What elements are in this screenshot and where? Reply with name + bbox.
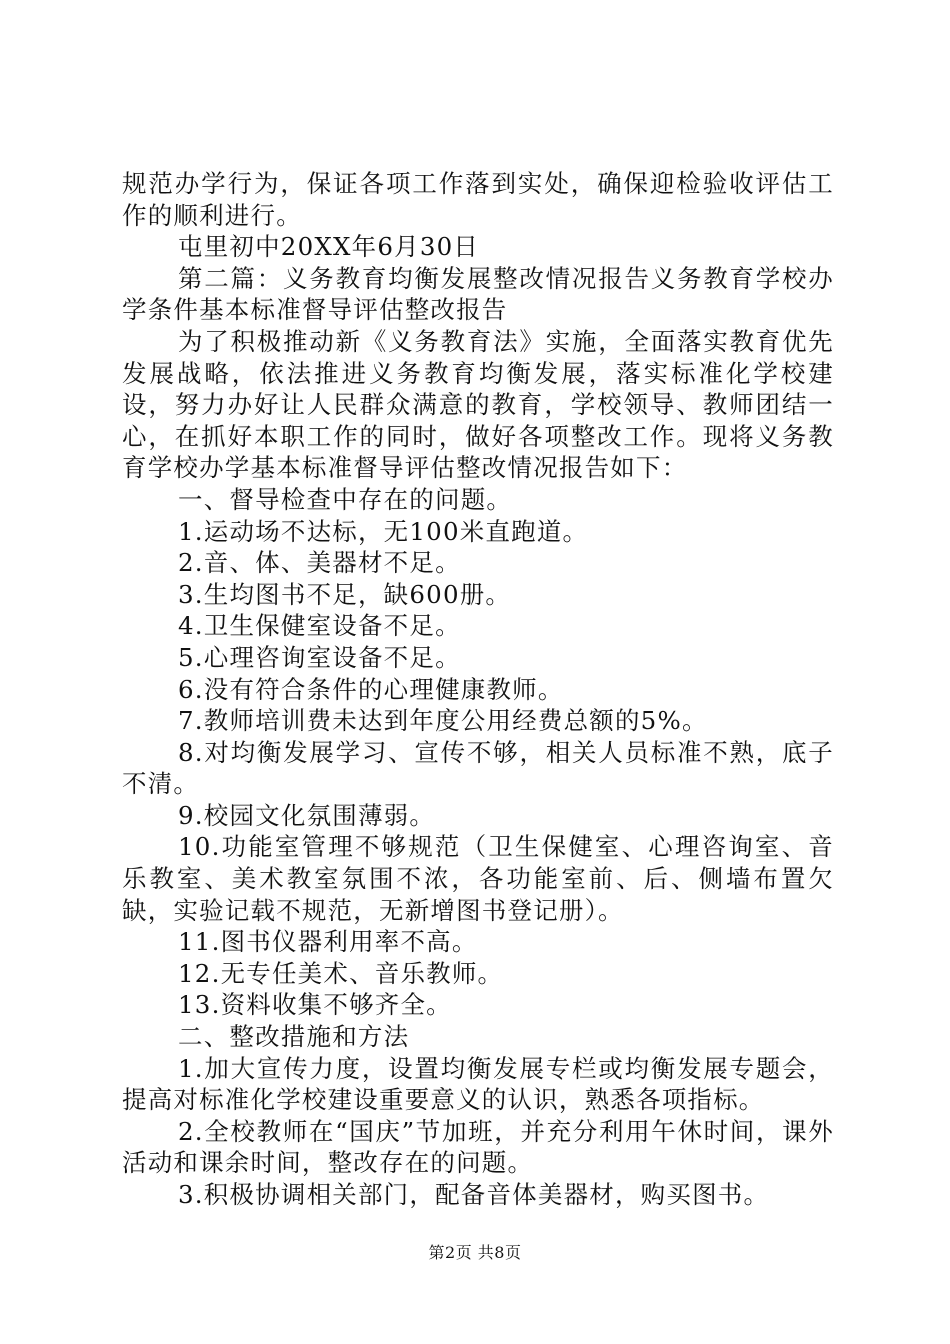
list-item-problem-9: 9.校园文化氛围薄弱。 — [178, 800, 436, 830]
document-body — [122, 168, 834, 1211]
paragraph-continuation: 规范办学行为，保证各项工作落到实处，确保迎检验收评估工作的顺利进行。 — [122, 169, 834, 230]
list-item-problem-7: 7.教师培训费未达到年度公用经费总额的5%。 — [178, 706, 708, 736]
list-item-problem-3: 3.生均图书不足，缺600册。 — [178, 579, 512, 609]
list-item-problem-1: 1.运动场不达标，无100米直跑道。 — [178, 516, 589, 546]
list-item-problem-11: 11.图书仪器利用率不高。 — [178, 927, 478, 957]
list-item-problem-2: 2.音、体、美器材不足。 — [178, 548, 461, 578]
list-item-problem-10: 10.功能室管理不够规范（卫生保健室、心理咨询室、音乐教室、美术教室氛围不浓，各功能室前、后、侧墙布置欠缺，实验记载不规范，无新增图书登记册）。 — [122, 832, 834, 925]
paragraph-intro: 为了积极推动新《义务教育法》实施，全面落实教育优先发展战略，依法推进义务教育均衡发展，落实标准化学校建设，努力办好让人民群众满意的教育，学校领导、教师团结一心，在抓好本职工作的同时，做好各项整改工作。现将义务教育学校办学基本标准督导评估整改情况报告如下： — [122, 326, 834, 483]
list-item-problem-5: 5.心理咨询室设备不足。 — [178, 642, 461, 672]
heading-measures: 二、整改措施和方法 — [178, 1022, 410, 1052]
page-footer: 第2页 共8页 — [428, 1243, 522, 1262]
heading-problems: 一、督导检查中存在的问题。 — [178, 484, 513, 514]
list-item-problem-13: 13.资料收集不够齐全。 — [178, 990, 452, 1020]
paragraph-section-title: 第二篇：义务教育均衡发展整改情况报告义务教育学校办学条件基本标准督导评估整改报告 — [122, 263, 834, 325]
paragraph-signature-date: 屯里初中20XX年6月30日 — [178, 232, 480, 262]
list-item-measure-1: 1.加大宣传力度，设置均衡发展专栏或均衡发展专题会，提高对标准化学校建设重要意义的认识，熟悉各项指标。 — [122, 1053, 834, 1115]
list-item-measure-3: 3.积极协调相关部门，配备音体美器材，购买图书。 — [178, 1180, 770, 1209]
list-item-problem-4: 4.卫生保健室设备不足。 — [178, 611, 461, 641]
list-item-problem-12: 12.无专任美术、音乐教师。 — [178, 958, 504, 988]
list-item-problem-8: 8.对均衡发展学习、宣传不够，相关人员标准不熟，底子不清。 — [122, 737, 834, 799]
list-item-measure-2: 2.全校教师在“国庆”节加班，并充分利用午休时间，课外活动和课余时间，整改存在的问题。 — [122, 1116, 834, 1178]
list-item-problem-6: 6.没有符合条件的心理健康教师。 — [178, 674, 564, 704]
